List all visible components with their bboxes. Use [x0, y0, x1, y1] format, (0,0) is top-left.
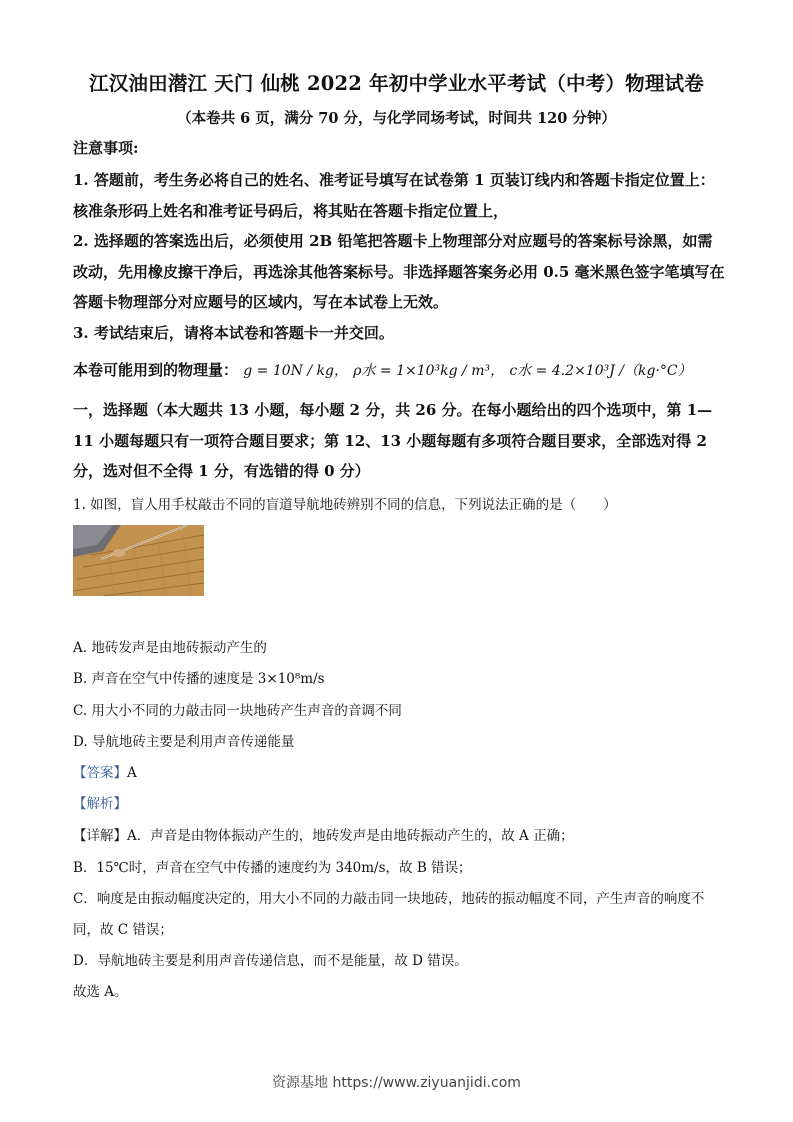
page-title: 江汉油田潜江 天门 仙桃 2022 年初中学业水平考试（中考）物理试卷 [89, 72, 704, 95]
detail-a-text: A．声音是由物体振动产生的，地砖发声是由地砖振动产生的，故 A 正确； [127, 828, 574, 844]
option-a: A. 地砖发声是由地砖振动产生的 [73, 640, 267, 656]
option-c: C. 用大小不同的力敲击同一块地砖产生声音的音调不同 [73, 703, 402, 719]
constant-rho: ρ水 = 1×10³kg / m³， [353, 363, 505, 379]
question-1-stem: 1. 如图，盲人用手杖敲击不同的盲道导航地砖辨别不同的信息，下列说法正确的是（ ） [73, 497, 617, 513]
constant-c: c水 = 4.2×10³J /（kg·°C） [509, 363, 692, 379]
page-subtitle: （本卷共 6 页，满分 70 分，与化学同场考试，时间共 120 分钟） [177, 110, 616, 127]
notes-item-1: 1. 答题前，考生务必将自己的姓名、准考证号填写在试卷第 1 页装订线内和答题卡指定位置上：核准条形码上姓名和准考证号码后，将其贴在答题卡指定位置上， [73, 171, 715, 220]
tiles-illustration [73, 525, 204, 596]
option-d: D. 导航地砖主要是利用声音传递能量 [73, 734, 295, 750]
detail-a [73, 821, 728, 852]
constants-line [73, 355, 728, 386]
answer-value: A [127, 765, 137, 781]
notes-item-3: 3. 考试结束后，请将本试卷和答题卡一并交回。 [73, 324, 394, 342]
analysis-tag: 【解析】 [73, 796, 127, 812]
notes-heading: 注意事项: [73, 139, 139, 157]
detail-tag: 【详解】 [73, 828, 127, 844]
section-1-heading: 一，选择题（本大题共 13 小题，每小题 2 分，共 26 分。在每小题给出的四个选项中，第 1—11 小题每题只有一项符合题目要求；第 12、13 小题每题有多项符合题目要求，全部选对得 2 分，选对但不全得 1 分，有选错的得 0 分） [73, 401, 713, 480]
footer-watermark: 资源基地 https://www.ziyuanjidi.com [272, 1075, 521, 1091]
conclusion: 故选 A。 [73, 984, 128, 1000]
blind-path-tiles-photo [73, 525, 204, 596]
notes-item-2: 2. 选择题的答案选出后，必须使用 2B 铅笔把答题卡上物理部分对应题号的答案标号涂黑，如需改动，先用橡皮擦干净后，再选涂其他答案标号。非选择题答案务必用 0.5 毫米黑色签字笔填写在答题卡物理部分对应题号的区域内，写在本试卷上无效。 [73, 232, 725, 311]
option-b: B. 声音在空气中传播的速度是 3×10⁸m/s [73, 671, 325, 687]
answer-tag: 【答案】 [73, 765, 127, 781]
answer-line [73, 758, 728, 789]
detail-d: D．导航地砖主要是利用声音传递信息，而不是能量，故 D 错误。 [73, 953, 468, 969]
constants-label: 本卷可能用到的物理量： [73, 361, 239, 379]
detail-b: B．15℃时，声音在空气中传播的速度约为 340m/s，故 B 错误； [73, 860, 472, 876]
analysis-line [73, 789, 728, 820]
detail-c: C．响度是由振动幅度决定的，用大小不同的力敲击同一块地砖，地砖的振动幅度不同，产生声音的响度不同，故 C 错误； [73, 891, 705, 938]
constant-g: g = 10N / kg， [243, 363, 348, 379]
